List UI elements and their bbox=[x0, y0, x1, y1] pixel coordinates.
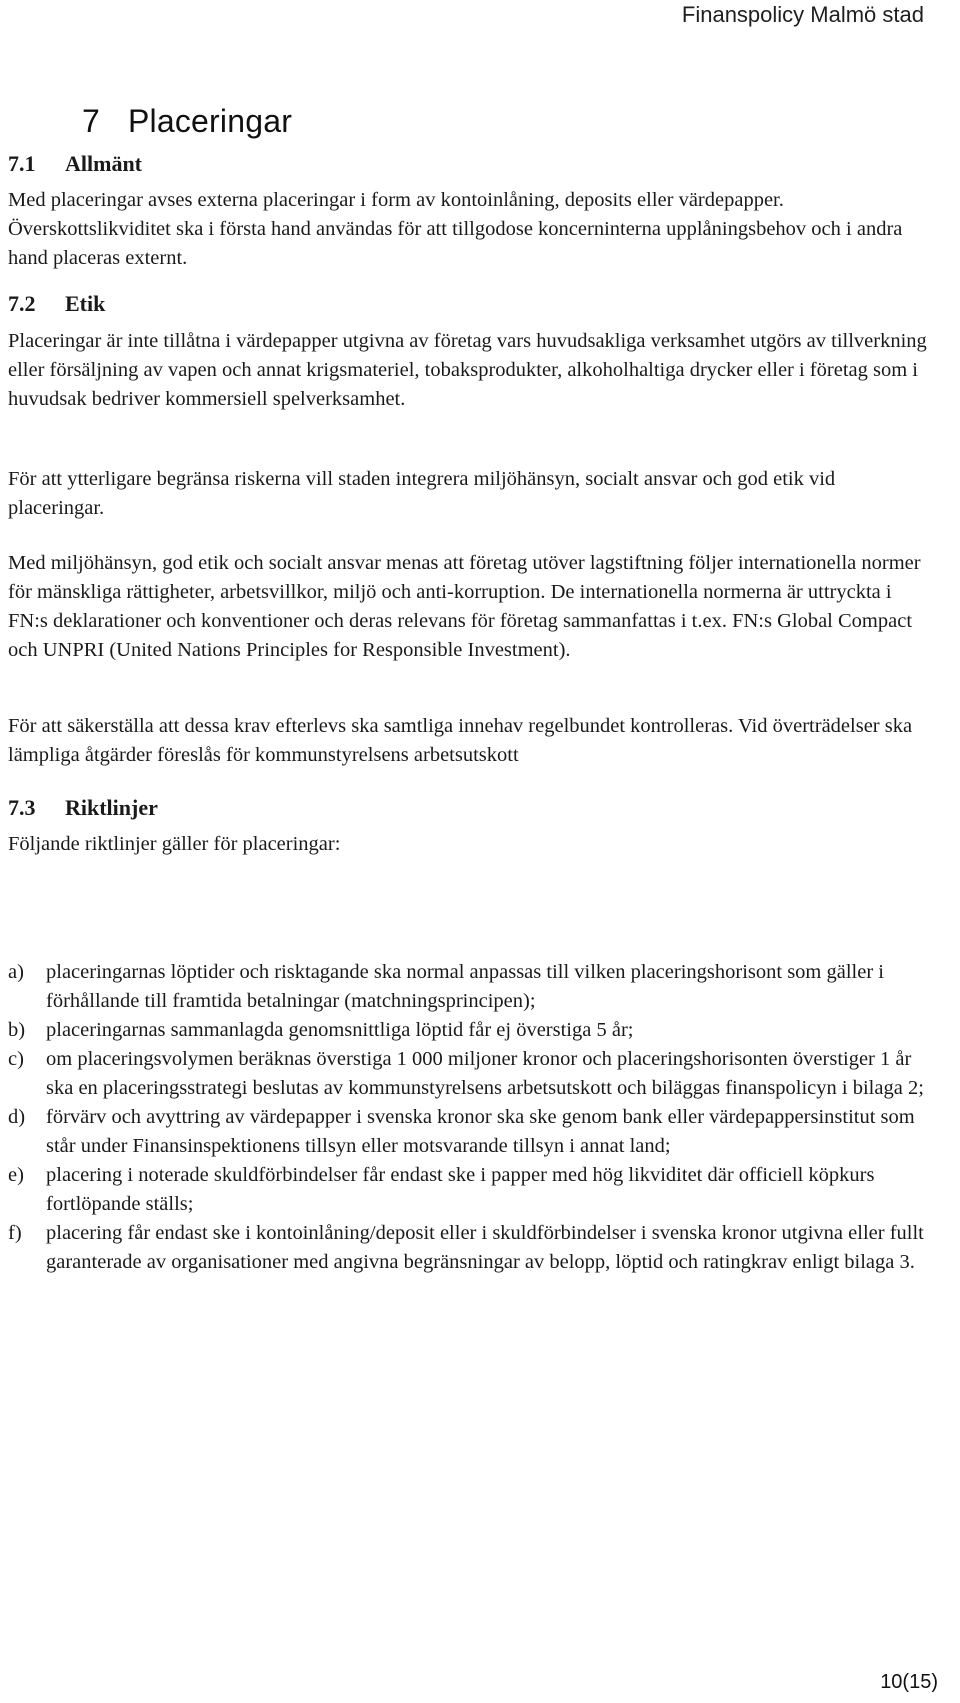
section-title: Riktlinjer bbox=[65, 795, 158, 820]
paragraph-etik-1: Placeringar är inte tillåtna i värdepapper utgivna av företag vars huvudsakliga verksamhet utgörs av tillverkning eller försäljning av vapen och annat krigsmateriel, tobaksprodukter, alkoholhaltiga drycker eller i företag som i huvudsak bedriver kommersiell spelverksamhet. bbox=[8, 330, 927, 410]
list-item bbox=[8, 1016, 938, 1045]
chapter-heading bbox=[82, 103, 292, 140]
list-marker: c) bbox=[8, 1048, 24, 1070]
chapter-number: 7 bbox=[82, 103, 100, 139]
list-marker: f) bbox=[8, 1222, 22, 1244]
guidelines-list bbox=[8, 958, 938, 1277]
list-marker: d) bbox=[8, 1106, 26, 1128]
section-title: Allmänt bbox=[65, 151, 142, 176]
list-item-text: placeringarnas löptider och risktagande ska normal anpassas till vilken placeringshorisont som gäller i förhållande till framtida betalningar (matchningsprincipen); bbox=[46, 961, 884, 1012]
paragraph-etik-4: För att säkerställa att dessa krav efterlevs ska samtliga innehav regelbundet kontrolleras. Vid överträdelser ska lämpliga åtgärder föreslås för kommunstyrelsens arbetsutskott bbox=[8, 715, 913, 766]
list-item-text: placering får endast ske i kontoinlåning/deposit eller i skuldförbindelser i svenska kronor utgivna eller fullt garanterade av organisationer med angivna begränsningar av belopp, löptid och ratingkrav enligt bilaga 3. bbox=[46, 1222, 924, 1273]
list-item-text: om placeringsvolymen beräknas överstiga 1 000 miljoner kronor och placeringshorisonten överstiger 1 år ska en placeringsstrategi beslutas av kommunstyrelsens arbetsutskott och biläggas finanspolicyn i bilaga 2; bbox=[46, 1048, 924, 1099]
list-item-text: placeringarnas sammanlagda genomsnittliga löptid får ej överstiga 5 år; bbox=[46, 1019, 634, 1041]
list-item-text: placering i noterade skuldförbindelser får endast ske i papper med hög likviditet där officiell köpkurs fortlöpande ställs; bbox=[46, 1164, 875, 1215]
chapter-title: Placeringar bbox=[128, 103, 293, 139]
paragraph-etik-3: Med miljöhänsyn, god etik och socialt ansvar menas att företag utöver lagstiftning följer internationella normer för mänskliga rättigheter, arbetsvillkor, miljö och anti-korruption. De internationella normerna är uttryckta i FN:s deklarationer och konventioner och deras relevans för företag sammanfattas i t.ex. FN:s Global Compact och UNPRI (United Nations Principles for Responsible Investment). bbox=[8, 552, 921, 661]
list-marker: b) bbox=[8, 1019, 26, 1041]
list-item bbox=[8, 1045, 938, 1103]
list-item bbox=[8, 1161, 938, 1219]
list-item-text: förvärv och avyttring av värdepapper i svenska kronor ska ske genom bank eller värdepappersinstitut som står under Finansinspektionens tillsyn eller motsvarande tillsyn i annat land; bbox=[46, 1106, 915, 1157]
paragraph-etik-2: För att ytterligare begränsa riskerna vill staden integrera miljöhänsyn, socialt ansvar och god etik vid placeringar. bbox=[8, 468, 836, 519]
list-item bbox=[8, 958, 938, 1016]
paragraph-allmant: Med placeringar avses externa placeringar i form av kontoinlåning, deposits eller värdepapper. Överskottslikviditet ska i första hand användas för att tillgodose koncerninterna upplåningsbehov och i andra hand placeras externt. bbox=[8, 189, 903, 269]
page-header-title: Finanspolicy Malmö stad bbox=[681, 2, 924, 27]
list-marker: a) bbox=[8, 961, 24, 983]
section-heading-riktlinjer bbox=[8, 795, 158, 821]
list-marker: e) bbox=[8, 1164, 24, 1186]
list-item bbox=[8, 1103, 938, 1161]
list-item bbox=[8, 1219, 938, 1277]
section-number: 7.3 bbox=[8, 795, 36, 820]
paragraph-riktlinjer-intro: Följande riktlinjer gäller för placeringar: bbox=[8, 833, 341, 855]
section-heading-allmant bbox=[8, 151, 142, 177]
section-number: 7.2 bbox=[8, 291, 36, 316]
section-heading-etik bbox=[8, 291, 105, 317]
section-number: 7.1 bbox=[8, 151, 36, 176]
section-title: Etik bbox=[65, 291, 106, 316]
page-number: 10(15) bbox=[880, 1671, 938, 1693]
